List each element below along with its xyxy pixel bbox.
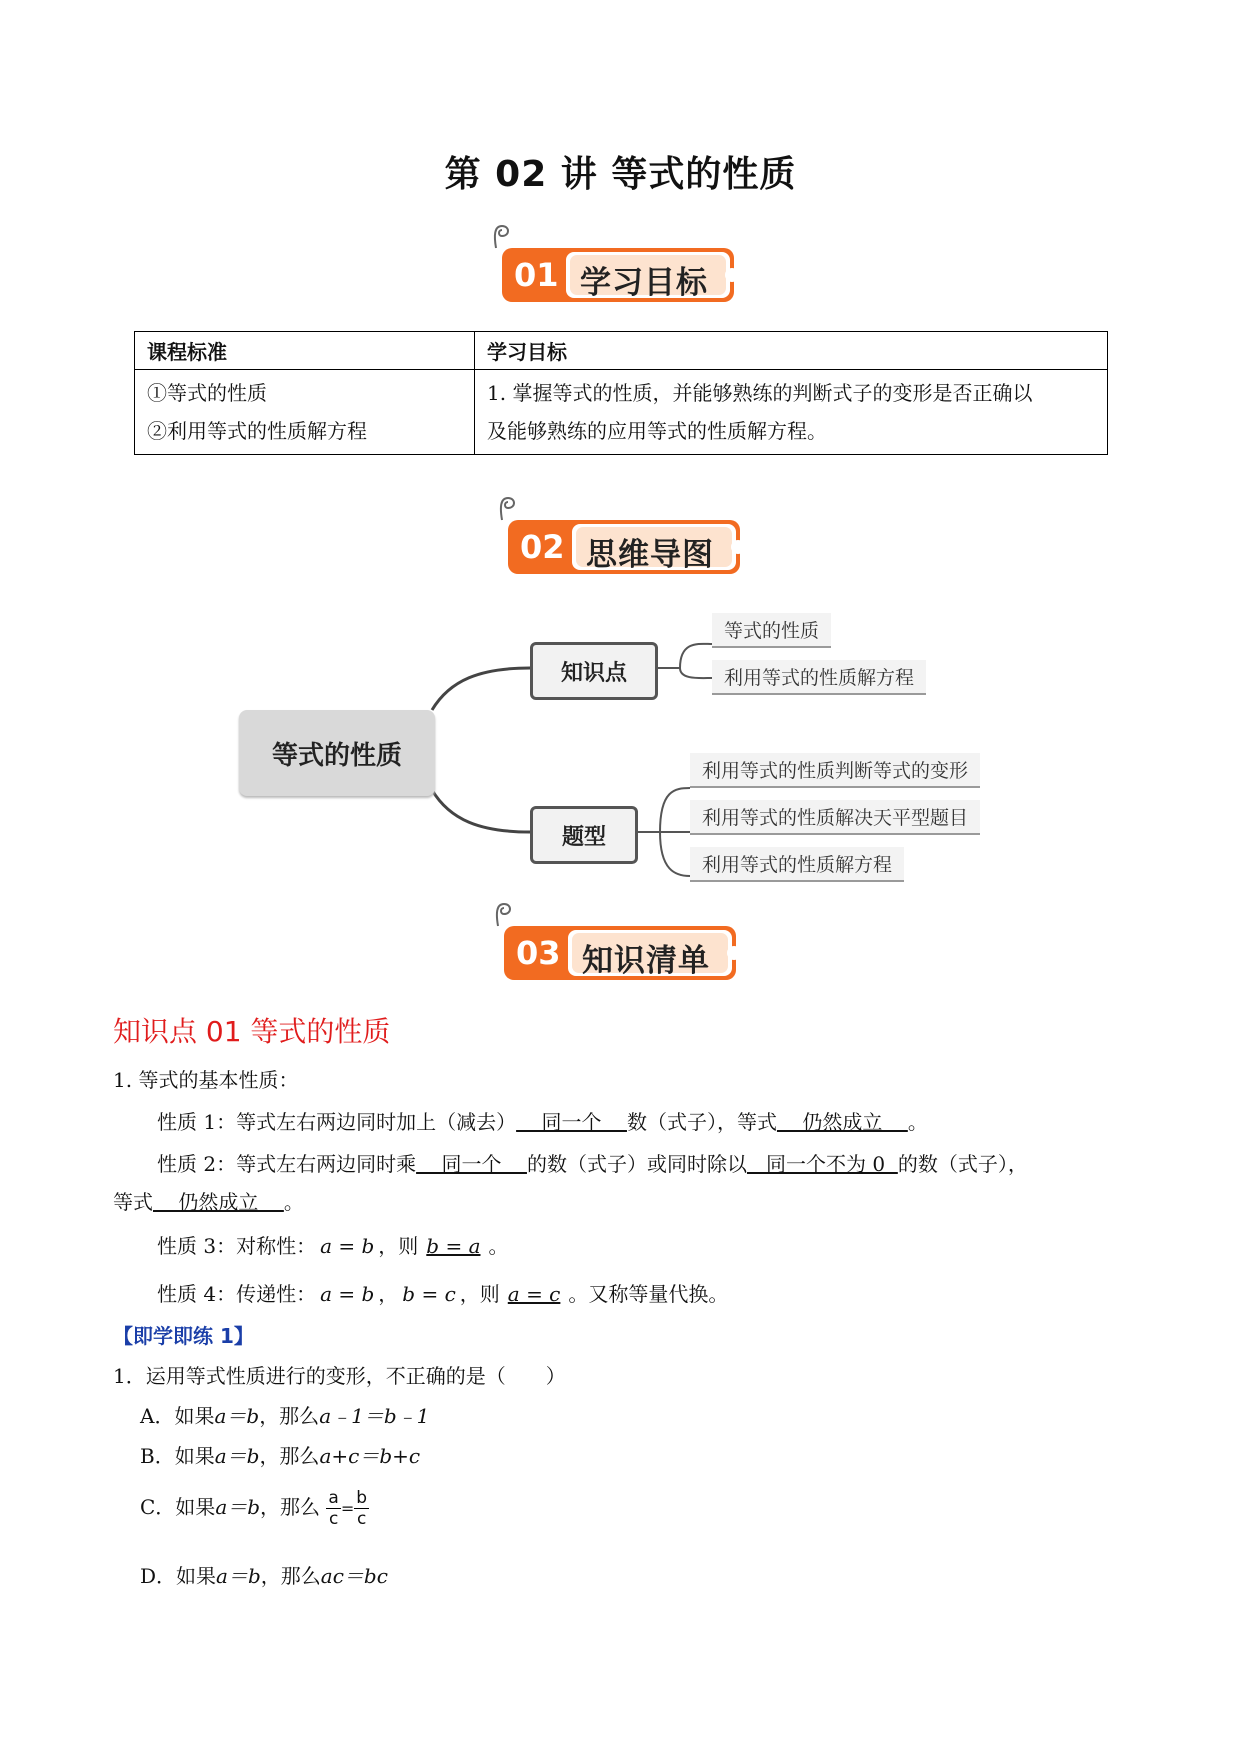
- text: ，那么: [259, 1444, 320, 1468]
- text: 性质 2：等式左右两边同时乘: [157, 1152, 417, 1176]
- math-expr: a＝b: [216, 1564, 261, 1588]
- option-c: [140, 1488, 369, 1529]
- math-expr: a＝b: [214, 1444, 260, 1468]
- mindmap-root: 等式的性质: [239, 710, 435, 796]
- text: ，那么: [260, 1564, 321, 1588]
- answer-blank: 仍然成立: [776, 1110, 908, 1134]
- math-expr: a＝b: [214, 1404, 260, 1428]
- text: ，那么: [260, 1495, 321, 1519]
- answer-blank: 同一个不为 0: [746, 1152, 898, 1176]
- text: 。: [907, 1110, 928, 1134]
- answer-blank: a = c: [507, 1282, 561, 1306]
- math-expr: b = c: [402, 1282, 456, 1306]
- option-d: [140, 1560, 388, 1589]
- math-expr: a+c＝b+c: [319, 1444, 421, 1468]
- text: ，则: [459, 1282, 500, 1306]
- property-4: [157, 1278, 728, 1307]
- option-b: [140, 1440, 420, 1469]
- objective-line: 及能够熟练的应用等式的性质解方程。: [487, 419, 827, 443]
- page-title: 第 02 讲 等式的性质: [444, 154, 797, 195]
- equals-sign: =: [340, 1499, 355, 1518]
- text: D．如果: [140, 1564, 217, 1588]
- mindmap-leaf: 利用等式的性质解方程: [712, 660, 926, 695]
- badge-number: 01: [514, 256, 559, 294]
- practice-question: 1．运用等式性质进行的变形，不正确的是（ ）: [113, 1364, 566, 1388]
- mindmap-leaf: 利用等式的性质解决天平型题目: [690, 800, 980, 835]
- text: 。又称等量代换。: [568, 1282, 729, 1306]
- mindmap-leaf: 利用等式的性质判断等式的变形: [690, 753, 980, 788]
- fraction-a-over-c: [326, 1488, 340, 1529]
- math-expr: a = b: [320, 1234, 375, 1258]
- math-expr: ac＝bc: [320, 1564, 388, 1588]
- property-2: [157, 1148, 1028, 1177]
- text: 性质 1：等式左右两边同时加上（减去）: [157, 1110, 517, 1134]
- text: ，则: [378, 1234, 419, 1258]
- badge-label: 学习目标: [580, 265, 708, 301]
- math-expr: a﹣1＝b﹣1: [319, 1404, 430, 1428]
- text: 的数（式子），: [897, 1152, 1028, 1176]
- badge-label: 思维导图: [586, 537, 714, 573]
- objective-line: 1. 掌握等式的性质，并能够熟练的判断式子的变形是否正确以: [487, 381, 1033, 405]
- pin-icon: [494, 900, 518, 930]
- option-a: [140, 1400, 429, 1429]
- practice-heading: 【即学即练 1】: [113, 1324, 254, 1348]
- math-expr: a＝b: [215, 1495, 261, 1519]
- mindmap-branch-knowledge: 知识点: [530, 642, 658, 700]
- standard-item: ①等式的性质: [147, 381, 267, 405]
- text: C．如果: [140, 1495, 216, 1519]
- property-3: [157, 1230, 509, 1259]
- standard-item: ②利用等式的性质解方程: [147, 419, 367, 443]
- text: 性质 3：对称性：: [157, 1234, 317, 1258]
- fraction-denominator: c: [356, 1509, 367, 1529]
- fraction-numerator: a: [328, 1488, 339, 1508]
- property-1: [157, 1106, 928, 1135]
- knowledge-point-heading: 知识点 01 等式的性质: [113, 1015, 391, 1048]
- math-expr: a = b: [320, 1282, 375, 1306]
- text: A．如果: [140, 1404, 215, 1428]
- text: ，: [378, 1282, 399, 1306]
- answer-blank: 仍然成立: [153, 1190, 284, 1214]
- badge-number: 03: [516, 934, 561, 972]
- answer-blank: 同一个: [416, 1152, 527, 1176]
- text: 的数（式子）或同时除以: [526, 1152, 747, 1176]
- section-badge-03: [502, 922, 742, 984]
- mindmap-branch-types: 题型: [530, 806, 638, 864]
- text: 。: [488, 1234, 509, 1258]
- goal-header-standard: 课程标准: [135, 332, 475, 370]
- text: 等式: [113, 1190, 153, 1214]
- fraction-numerator: b: [356, 1488, 368, 1508]
- text: B．如果: [140, 1444, 215, 1468]
- property-intro: 1. 等式的基本性质：: [113, 1068, 299, 1092]
- goal-header-objective: 学习目标: [475, 332, 1108, 370]
- text: 性质 4：传递性：: [157, 1282, 317, 1306]
- answer-blank: 同一个: [516, 1110, 627, 1134]
- mindmap-leaf: 等式的性质: [712, 613, 831, 648]
- text: ，那么: [259, 1404, 320, 1428]
- text: 。: [283, 1190, 304, 1214]
- fraction-denominator: c: [328, 1509, 339, 1529]
- fraction-b-over-c: [354, 1488, 369, 1529]
- answer-blank: b = a: [426, 1234, 481, 1258]
- text: 数（式子），等式: [626, 1110, 777, 1134]
- badge-label: 知识清单: [582, 943, 710, 979]
- badge-number: 02: [520, 528, 565, 566]
- mindmap-leaf: 利用等式的性质解方程: [690, 847, 904, 882]
- property-2-cont: [113, 1186, 304, 1215]
